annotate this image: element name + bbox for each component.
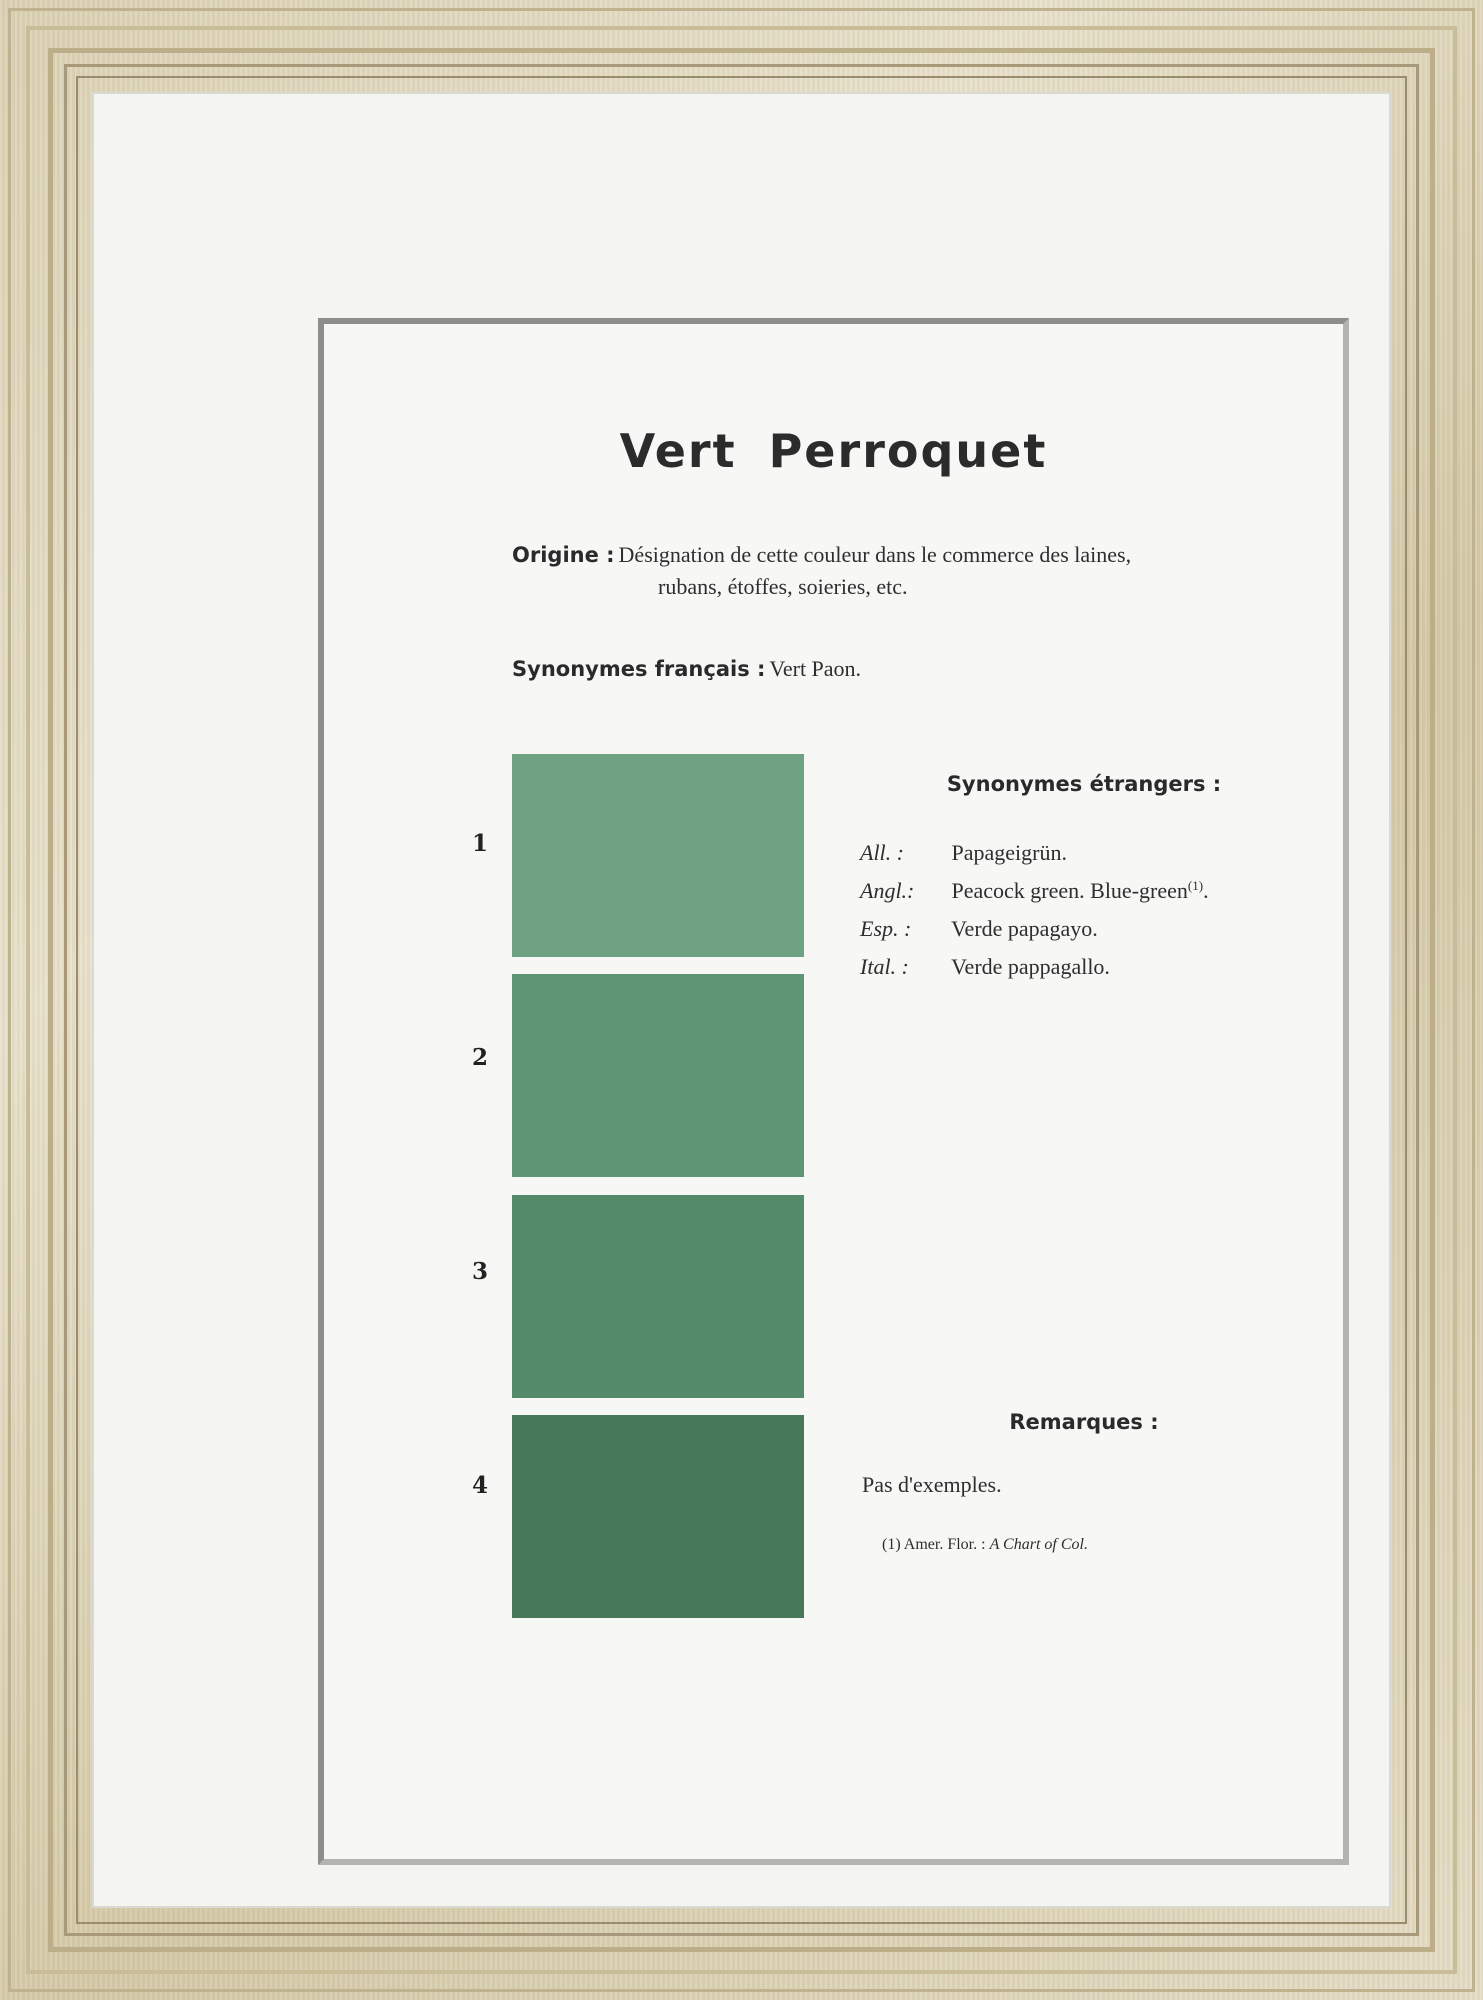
synonym-row-esp bbox=[860, 916, 1098, 942]
footnote-mark: (1) bbox=[882, 1536, 901, 1553]
color-swatch-1 bbox=[512, 754, 804, 957]
origine-text-line2: rubans, étoffes, soieries, etc. bbox=[658, 574, 908, 599]
remarques-label: Remarques : bbox=[1009, 1410, 1159, 1434]
remarques-text: Pas d'exemples. bbox=[862, 1472, 1002, 1497]
synonym-value: Papageigrün. bbox=[951, 840, 1067, 865]
mat-board bbox=[92, 92, 1391, 1908]
origine-section bbox=[512, 542, 1282, 599]
lang-abbr: Ital. : bbox=[860, 954, 909, 979]
color-swatch-4 bbox=[512, 1415, 804, 1618]
lang-abbr: Esp. : bbox=[860, 916, 912, 941]
footnote-mark: (1) bbox=[1187, 878, 1204, 893]
color-swatch-2 bbox=[512, 974, 804, 1177]
swatch-number-3: 3 bbox=[472, 1258, 489, 1285]
swatch-number-1: 1 bbox=[472, 830, 489, 857]
swatch-number-4: 4 bbox=[472, 1472, 489, 1499]
lang-abbr: All. : bbox=[860, 840, 904, 865]
footnote bbox=[882, 1536, 1088, 1554]
synonymes-francais-value: Vert Paon. bbox=[769, 656, 862, 681]
synonym-tail: . bbox=[1203, 878, 1209, 903]
synonym-row-angl bbox=[860, 878, 1209, 904]
synonym-value: Peacock green. Blue-green bbox=[951, 878, 1188, 903]
origine-text-line1: Désignation de cette couleur dans le commerce des laines, bbox=[618, 542, 1132, 567]
color-swatch-3 bbox=[512, 1195, 804, 1398]
swatch-number-2: 2 bbox=[472, 1044, 489, 1071]
plate-title: Vert Perroquet bbox=[619, 424, 1048, 478]
synonymes-etrangers-label: Synonymes étrangers : bbox=[946, 772, 1222, 796]
lang-abbr: Angl.: bbox=[860, 878, 915, 903]
synonym-row-all bbox=[860, 840, 1067, 866]
synonymes-francais-label: Synonymes français : bbox=[512, 657, 766, 681]
origine-label: Origine : bbox=[512, 543, 615, 567]
synonym-value: Verde pappagallo. bbox=[951, 954, 1110, 979]
color-plate bbox=[318, 318, 1349, 1865]
footnote-title: A Chart of Col. bbox=[989, 1536, 1088, 1553]
synonymes-francais bbox=[512, 656, 861, 682]
synonym-row-ital bbox=[860, 954, 1110, 980]
synonym-value: Verde papagayo. bbox=[951, 916, 1098, 941]
footnote-source: Amer. Flor. : bbox=[903, 1536, 986, 1553]
